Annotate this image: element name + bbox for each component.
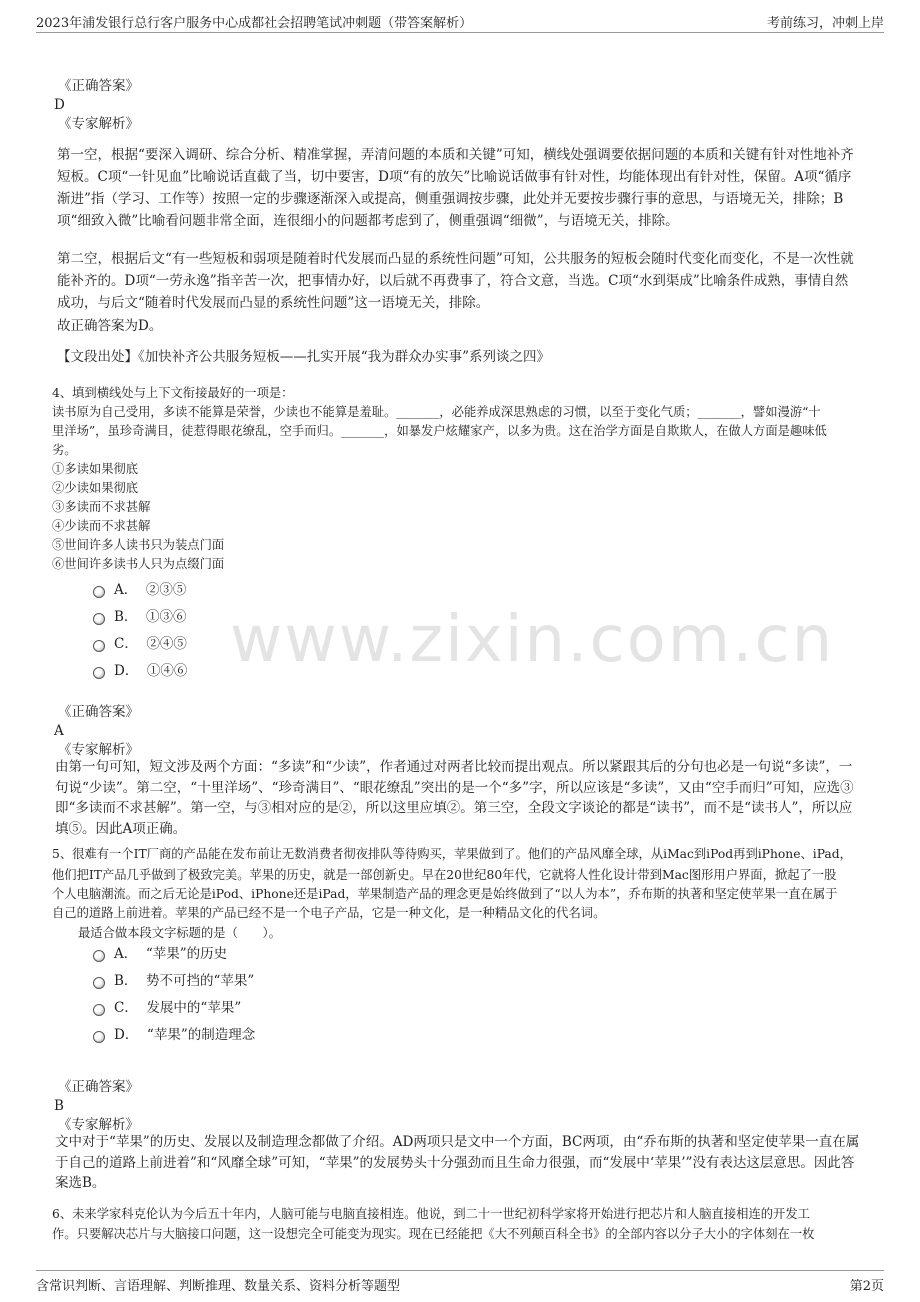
question-4-item: ③多读而不求甚解 (52, 500, 151, 514)
radio-button-icon[interactable] (93, 613, 105, 625)
analysis-paragraph-2: 第二空，根据后文“有一些短板和弱项是随着时代发展而凸显的系统性问题”可知，公共服务的短板会随时代变化而变化，不是一次性就能补齐的。D项“一劳永逸”指辛苦一次，把事情办好，以后就不再费事了，符合文意，当选。C项“水到渠成”比喻条件成熟，事情自然成功，与后文“随着时代发展而凸显的系统性问题”这一语境无关，排除。 (57, 251, 854, 311)
question-5-stem-line: 5、很难有一个IT厂商的产品能在发布前让无数消费者彻夜排队等待购买，苹果做到了。他们的产品风靡全球，从iMac到iPod再到iPhone、iPad， (52, 847, 852, 861)
option-letter: A． (114, 582, 138, 598)
answer-label: 《正确答案》 (58, 78, 139, 94)
question-6-stem-line: 作。只要解决芯片与大脑接口问题，这一设想完全可能变为现实。现在已经能把《大不列颠百科全书》的全部内容以分子大小的字体刻在一枚 (52, 1227, 815, 1241)
radio-button-icon[interactable] (93, 950, 105, 962)
option-letter: C． (114, 636, 138, 652)
question-4-item: ②少读如果彻底 (52, 481, 139, 495)
question-4-stem: 4、填到横线处与上下文衔接最好的一项是： (52, 386, 294, 400)
footer-topics: 含常识判断、言语理解、判断推理、数量关系、资料分析等题型 (36, 1279, 401, 1294)
answer-label: 《正确答案》 (58, 1079, 139, 1095)
analysis-paragraph-1: 第一空，根据“要深入调研、综合分析、精准掌握，弄清问题的本质和关键”可知，横线处强调要依据问题的本质和关键有针对性地补齐短板。C项“一针见血”比喻说话直截了当，切中要害，D项“有的放矢”比喻说话做事有针对性，均能体现出有针对性，保留。A项“循序渐进”指（学习、工作等）按照一定的步骤逐渐深入或提高，侧重强调按步骤，此处并无要按步骤行事的意思，与语境无关，排除；B项“细致入微”比喻看问题非常全面，连很细小的问题都考虑到了，侧重强调“细微”，与语境无关，排除。 (57, 147, 854, 229)
answer-label: 《正确答案》 (58, 704, 139, 720)
question-5-option-c[interactable] (93, 998, 241, 1018)
page-header (36, 10, 884, 33)
radio-button-icon[interactable] (93, 586, 105, 598)
question-4-option-c[interactable] (93, 634, 187, 654)
question-4-option-a[interactable] (93, 580, 186, 600)
page-number: 第2页 (849, 1279, 884, 1294)
radio-button-icon[interactable] (93, 1031, 105, 1043)
question-5-question: 最适合做本段文字标题的是（ ）。 (78, 926, 281, 940)
option-text: ②③⑤ (145, 582, 187, 598)
header-title: 2023年浦发银行总行客户服务中心成都社会招聘笔试冲刺题（带答案解析） (36, 16, 473, 31)
radio-button-icon[interactable] (93, 977, 105, 989)
option-text: 发展中的“苹果” (146, 1000, 242, 1016)
question-5-analysis: 文中对于“苹果”的历史、发展以及制造理念都做了介绍。AD两项只是文中一个方面，BC两项，由“乔布斯的执著和坚定使苹果一直在属于自己的道路上前进着”和“风靡全球”可知，“苹果”的发展势头十分强劲而且生命力很强，而“发展中‘苹果’”没有表达这层意思。因此答案选B。 (55, 1134, 860, 1191)
option-text: “苹果”的历史 (145, 946, 228, 962)
analysis-label: 《专家解析》 (58, 1117, 139, 1133)
question-5-stem-line: 他们把IT产品几乎做到了极致完美。苹果的历史，就是一部创新史。早在20世纪80年代，它就将人性化设计带到Mac图形用户界面，掀起了一股 (52, 868, 837, 882)
option-text: ②④⑤ (146, 636, 187, 652)
page-footer (36, 1270, 884, 1295)
question-4-item: ①多读如果彻底 (52, 462, 139, 476)
answer-value: D (54, 97, 65, 113)
question-5-option-b[interactable] (93, 971, 254, 991)
question-5-stem-line: 个人电脑潮流。而之后无论是iPod、iPhone还是iPad，苹果制造产品的理念更是始终做到了“以人为本”，乔布斯的执著和坚定使苹果一直在属于 (52, 887, 838, 901)
radio-button-icon[interactable] (93, 1004, 105, 1016)
option-letter: B． (114, 609, 138, 625)
option-letter: A． (114, 946, 138, 962)
question-4-text-line: 里洋场”，虽珍奇满目，徒惹得眼花缭乱，空手而归。_______，如暴发户炫耀家产，以多为贵。这在治学方面是自欺欺人，在做人方面是趣味低 (52, 424, 827, 438)
analysis-label: 《专家解析》 (58, 116, 139, 132)
analysis-conclusion: 故正确答案为D。 (57, 318, 163, 334)
question-4-option-d[interactable] (93, 661, 187, 681)
answer-value: B (54, 1098, 64, 1114)
option-letter: D． (114, 1027, 139, 1043)
question-5-option-a[interactable] (93, 944, 227, 964)
question-4-item: ⑤世间许多人读书只为装点门面 (52, 538, 225, 552)
option-text: 势不可挡的“苹果” (146, 973, 255, 989)
radio-button-icon[interactable] (93, 667, 105, 679)
option-text: “苹果”的制造理念 (146, 1027, 256, 1043)
option-letter: C． (114, 1000, 138, 1016)
question-4-text-line: 读书原为自己受用，多读不能算是荣誉，少读也不能算是羞耻。_______，必能养成深思熟虑的习惯，以至于变化气质；_______，譬如漫游“十 (52, 405, 821, 419)
question-4-option-b[interactable] (93, 607, 187, 627)
question-4-analysis: 由第一句可知，短文涉及两个方面：“多读”和“少读”，作者通过对两者比较而提出观点。所以紧跟其后的分句也必是一句说“多读”，一句说“少读”。第二空，“十里洋场”、“珍奇满目”、“眼花缭乱”突出的是一个“多”字，所以应该是“多读”，又由“空手而归”可知，应选③即“多读而不求甚解”。第一空，与③相对应的是②，所以这里应填②。第三空，全段文字谈论的都是“读书”，而不是“读书人”，所以应填⑤。因此A项正确。 (55, 759, 854, 837)
radio-button-icon[interactable] (93, 640, 105, 652)
header-slogan: 考前练习，冲刺上岸 (766, 16, 884, 31)
question-4-text-line: 劣。 (52, 443, 77, 457)
question-6-stem-line: 6、未来学家科克伦认为今后五十年内，人脑可能与电脑直接相连。他说，到二十一世纪初科学家将开始进行把芯片和人脑直接相连的开发工 (52, 1207, 810, 1221)
question-4-item: ④少读而不求甚解 (52, 519, 151, 533)
option-text: ①④⑥ (146, 663, 188, 679)
option-letter: D． (114, 663, 139, 679)
question-4-item: ⑥世间许多读书人只为点缀门面 (52, 557, 225, 571)
question-5-stem-line: 自己的道路上前进着。苹果的产品已经不是一个电子产品，它是一种文化，是一种精品文化的代名词。 (52, 906, 606, 920)
analysis-label: 《专家解析》 (58, 742, 139, 758)
passage-source: 【文段出处】《加快补齐公共服务短板——扎实开展“我为群众办实事”系列谈之四》 (57, 349, 551, 365)
option-letter: B． (114, 973, 138, 989)
option-text: ①③⑥ (146, 609, 187, 625)
question-5-option-d[interactable] (93, 1025, 255, 1045)
answer-value: A (54, 723, 64, 739)
watermark: www.zixin.com.cn (230, 603, 835, 677)
